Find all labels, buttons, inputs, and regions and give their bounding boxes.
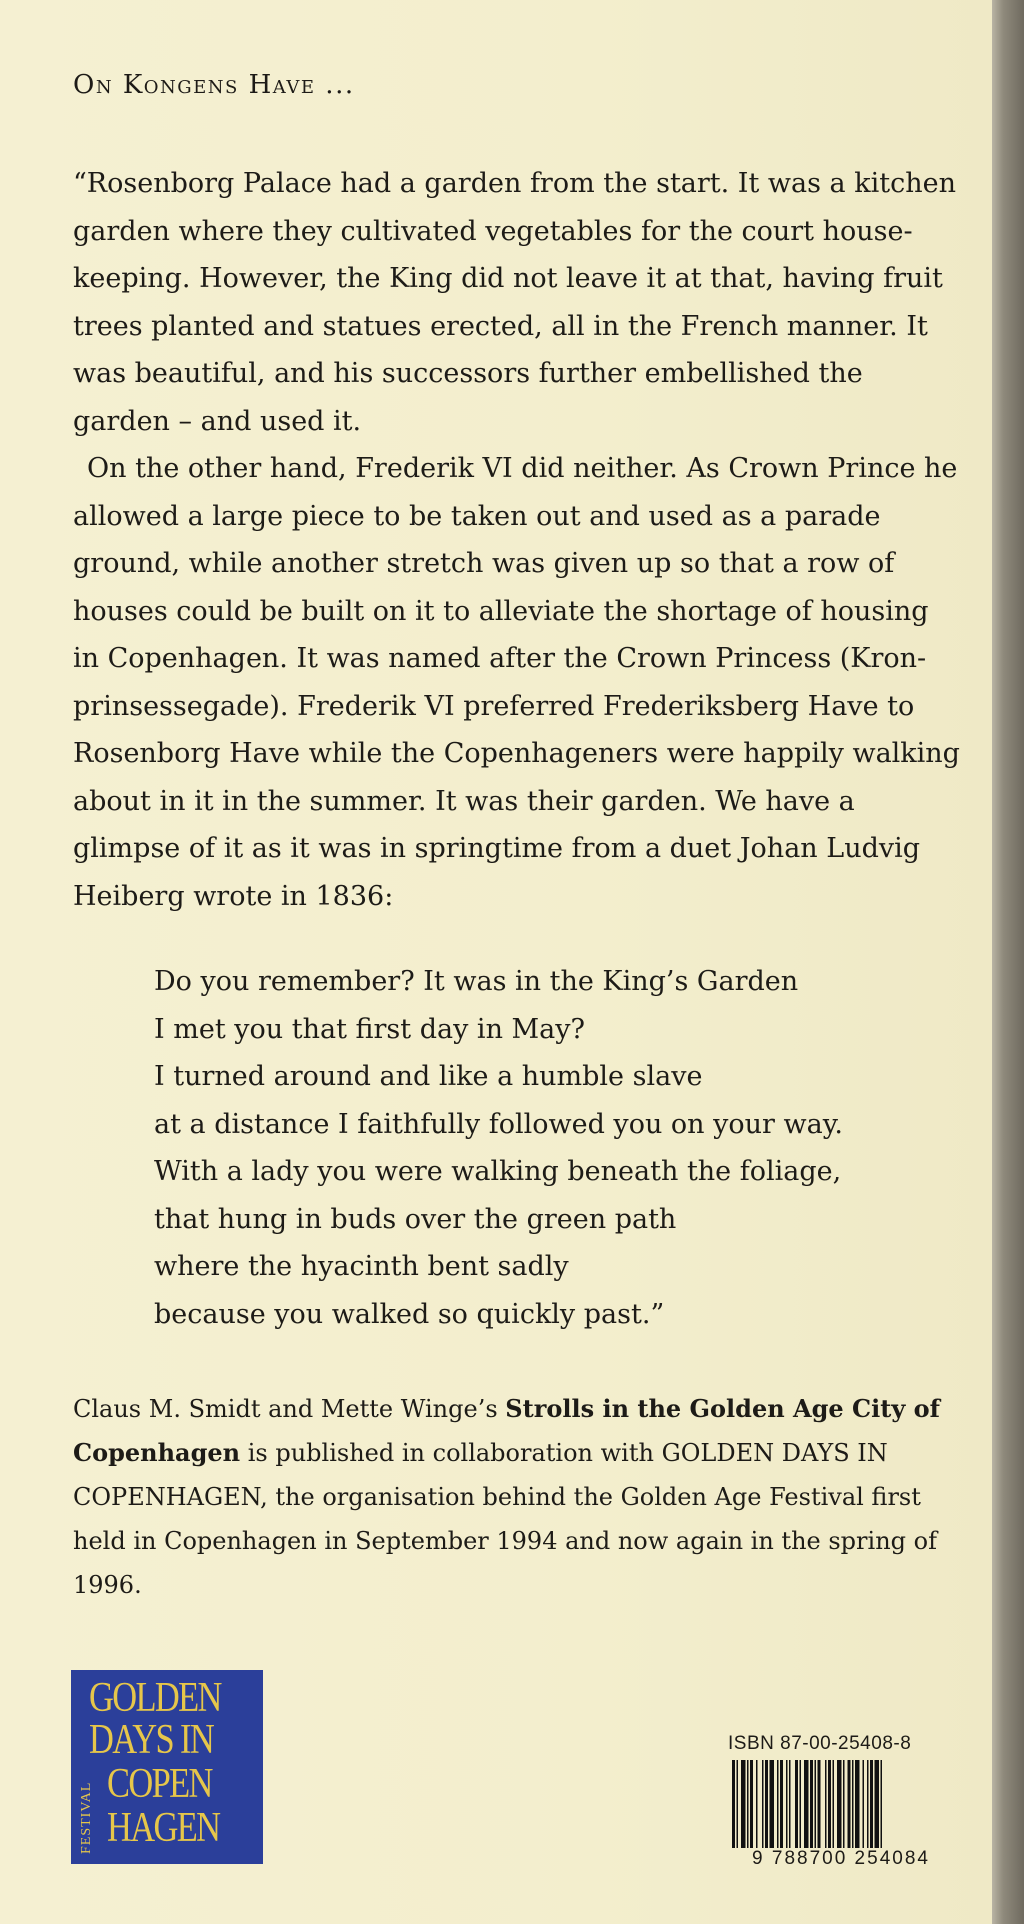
barcode	[728, 1760, 954, 1850]
poem-line: where the hyacinth bent sadly	[154, 1251, 569, 1282]
publisher-credits	[73, 1387, 963, 1607]
poem-line: I turned around and like a humble slave	[154, 1061, 703, 1092]
body-text	[73, 160, 963, 920]
poem-line: that hung in buds over the green path	[154, 1203, 677, 1235]
isbn-label: ISBN 87-00-25408-8	[728, 1733, 912, 1754]
book-spine-edge	[992, 0, 1024, 1924]
logo-festival-label: FESTIVAL	[79, 1781, 94, 1854]
paragraph-1: “Rosenborg Palace had a garden from the start. It was a kitchen garden where they cultivated vegetables for the court house-keeping. However, the King did not leave it at that, having fruit trees planted and statues erected, all in the French manner. It was beautiful, and his successors further embellished the garden – and used it.	[73, 168, 956, 437]
paragraph-2: On the other hand, Frederik VI did neither. As Crown Prince he allowed a large piece to be taken out and used as a parade ground, while another stretch was given up so that a row of houses could be built on it to alleviate the shortage of housing in Copenhagen. It was named after the Crown Princess (Kron-prinsessegade). Frederik VI preferred Frederiksberg Have to Rosenborg Have while the Copenhageners were happily walking about in it in the summer. It was their garden. We have a glimpse of it as it was in springtime from a duet Johan Ludvig Heiberg wrote in 1836:	[73, 453, 960, 912]
poem-quote	[154, 958, 914, 1338]
poem-line: at a distance I faithfully followed you on your way.	[154, 1108, 843, 1140]
poem-line: Do you remember? It was in the King’s Garden	[154, 966, 799, 997]
credits-intro: Claus M. Smidt and Mette Winge’s	[73, 1395, 506, 1423]
barcode-number: 9 788700 254084	[752, 1848, 930, 1869]
barcode-graphic	[728, 1760, 954, 1850]
poem-line: because you walked so quickly past.”	[154, 1298, 665, 1330]
poem-line: With a lady you were walking beneath the foliage,	[154, 1156, 842, 1187]
section-heading: On Kongens Have ...	[73, 70, 355, 100]
poem-line: I met you that first day in May?	[154, 1013, 586, 1045]
logo-line-1: GOLDEN	[89, 1675, 221, 1721]
logo-line-4: HAGEN	[107, 1805, 220, 1851]
credits-rest: is published in collaboration with GOLDEN DAYS IN COPENHAGEN, the organisation behind the Golden Age Festival first held in Copenhagen in September 1994 and now again in the spring of 1996.	[73, 1439, 937, 1599]
logo-line-2: DAYS IN	[89, 1717, 214, 1763]
golden-days-logo	[71, 1670, 263, 1864]
book-title: Strolls in the Golden Age City of Copenhagen	[73, 1394, 940, 1467]
logo-line-3: COPEN	[107, 1761, 212, 1807]
